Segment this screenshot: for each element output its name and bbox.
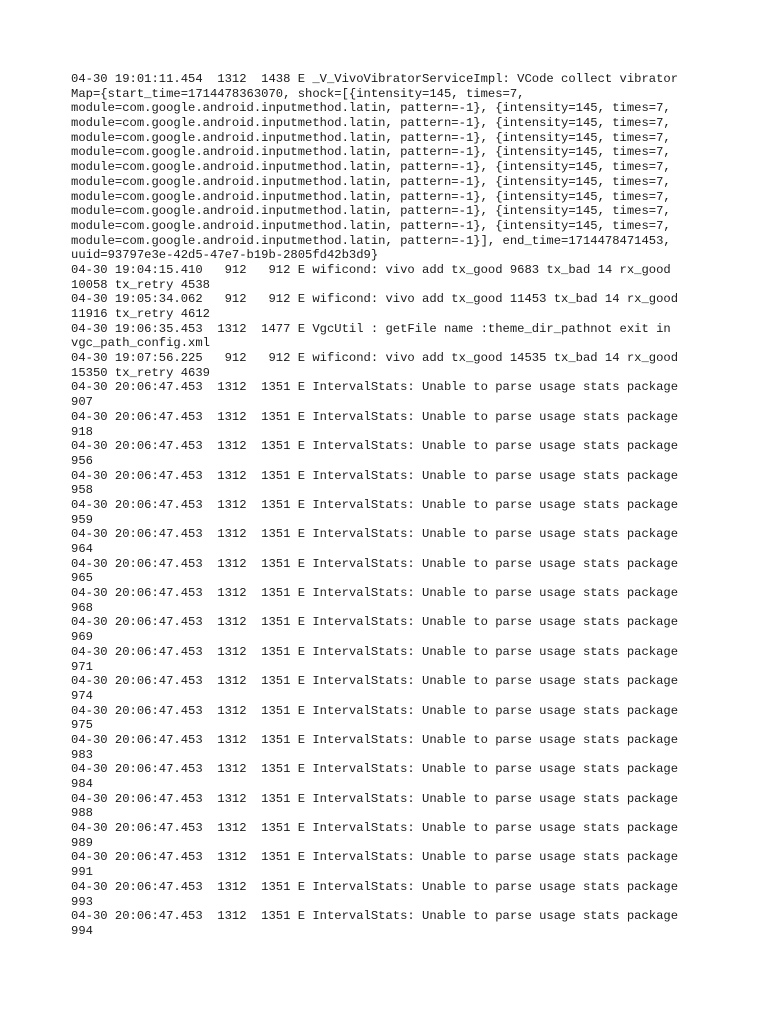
log-line: module=com.google.android.inputmethod.latin, pattern=-1}, {intensity=145, times=7, [71,189,671,204]
log-line: 993 [71,894,93,909]
log-line: 11916 tx_retry 4612 [71,307,210,321]
log-line: 04-30 20:06:47.453 1312 1351 E IntervalStats: Unable to parse usage stats package [71,644,679,659]
log-line: 04-30 20:06:47.453 1312 1351 E IntervalStats: Unable to parse usage stats package [71,821,679,836]
log-line: 04-30 19:06:35.453 1312 1477 E VgcUtil : getFile name :theme_dir_pathnot exit in [71,321,671,336]
log-line: 988 [71,806,93,821]
log-line: 984 [71,777,93,791]
log-line: 04-30 20:06:47.453 1312 1351 E IntervalStats: Unable to parse usage stats package [71,527,679,542]
log-line: 04-30 20:06:47.453 1312 1351 E IntervalStats: Unable to parse usage stats package [71,909,679,924]
log-line: 956 [71,453,93,468]
log-line: 04-30 20:06:47.453 1312 1351 E IntervalStats: Unable to parse usage stats package [71,703,679,718]
log-line: 04-30 19:04:15.410 912 912 E wificond: vivo add tx_good 9683 tx_bad 14 rx_good [71,262,671,277]
log-line: module=com.google.android.inputmethod.latin, pattern=-1}, {intensity=145, times=7, [71,116,671,131]
log-line: 04-30 19:05:34.062 912 912 E wificond: vivo add tx_good 11453 tx_bad 14 rx_good [71,292,679,307]
log-line: 04-30 19:01:11.454 1312 1438 E _V_VivoVibratorServiceImpl: VCode collect vibrator [71,72,679,86]
log-line: 04-30 20:06:47.453 1312 1351 E IntervalStats: Unable to parse usage stats package [71,615,679,630]
log-line: 04-30 19:07:56.225 912 912 E wificond: vivo add tx_good 14535 tx_bad 14 rx_good [71,351,679,366]
log-line: 965 [71,571,93,586]
log-line: 04-30 20:06:47.453 1312 1351 E IntervalStats: Unable to parse usage stats package [71,468,679,483]
log-line: 04-30 20:06:47.453 1312 1351 E IntervalStats: Unable to parse usage stats package [71,674,679,689]
log-line: 04-30 20:06:47.453 1312 1351 E IntervalStats: Unable to parse usage stats package [71,791,679,806]
log-line: module=com.google.android.inputmethod.latin, pattern=-1}, {intensity=145, times=7, [71,145,671,160]
log-line: 04-30 20:06:47.453 1312 1351 E IntervalStats: Unable to parse usage stats package [71,879,679,894]
log-line: module=com.google.android.inputmethod.latin, pattern=-1}], end_time=1714478471453, [71,233,671,248]
log-line: 10058 tx_retry 4538 [71,277,210,292]
log-line: uuid=93797e3e-42d5-47e7-b19b-2805fd42b3d9} [71,248,379,263]
log-line: 968 [71,600,93,615]
log-line: 994 [71,923,93,938]
log-line: 04-30 20:06:47.453 1312 1351 E IntervalStats: Unable to parse usage stats package [71,497,679,512]
log-line: 983 [71,747,93,762]
log-line: 958 [71,483,93,498]
log-line: 04-30 20:06:47.453 1312 1351 E IntervalStats: Unable to parse usage stats package [71,380,679,395]
log-line: 04-30 20:06:47.453 1312 1351 E IntervalStats: Unable to parse usage stats package [71,556,679,571]
log-line: module=com.google.android.inputmethod.latin, pattern=-1}, {intensity=145, times=7, [71,160,671,175]
log-body [71,72,731,939]
log-line: 04-30 20:06:47.453 1312 1351 E IntervalStats: Unable to parse usage stats package [71,439,679,454]
log-line: 04-30 20:06:47.453 1312 1351 E IntervalStats: Unable to parse usage stats package [71,850,679,865]
log-line: 918 [71,424,93,439]
log-line: 907 [71,395,93,410]
log-line: 975 [71,718,93,733]
log-line: Map={start_time=1714478363070, shock=[{intensity=145, times=7, [71,86,525,101]
log-line: module=com.google.android.inputmethod.latin, pattern=-1}, {intensity=145, times=7, [71,204,671,219]
log-line: 989 [71,835,93,850]
log-line: 959 [71,512,93,527]
log-line: 04-30 20:06:47.453 1312 1351 E IntervalStats: Unable to parse usage stats package [71,586,679,601]
log-line: 04-30 20:06:47.453 1312 1351 E IntervalStats: Unable to parse usage stats package [71,409,679,424]
log-line: 964 [71,542,93,556]
log-line: 974 [71,688,93,703]
log-line: module=com.google.android.inputmethod.latin, pattern=-1}, {intensity=145, times=7, [71,130,671,145]
log-line: 04-30 20:06:47.453 1312 1351 E IntervalStats: Unable to parse usage stats package [71,732,679,747]
log-line: 04-30 20:06:47.453 1312 1351 E IntervalStats: Unable to parse usage stats package [71,762,679,777]
log-line: 15350 tx_retry 4639 [71,365,210,380]
log-line: 969 [71,630,93,645]
log-line: module=com.google.android.inputmethod.latin, pattern=-1}, {intensity=145, times=7, [71,218,671,233]
log-line: module=com.google.android.inputmethod.latin, pattern=-1}, {intensity=145, times=7, [71,174,671,189]
log-line: 991 [71,865,93,880]
log-line: module=com.google.android.inputmethod.latin, pattern=-1}, {intensity=145, times=7, [71,101,671,116]
log-line: vgc_path_config.xml [71,336,210,351]
log-line: 971 [71,659,93,674]
log-document [71,72,731,939]
